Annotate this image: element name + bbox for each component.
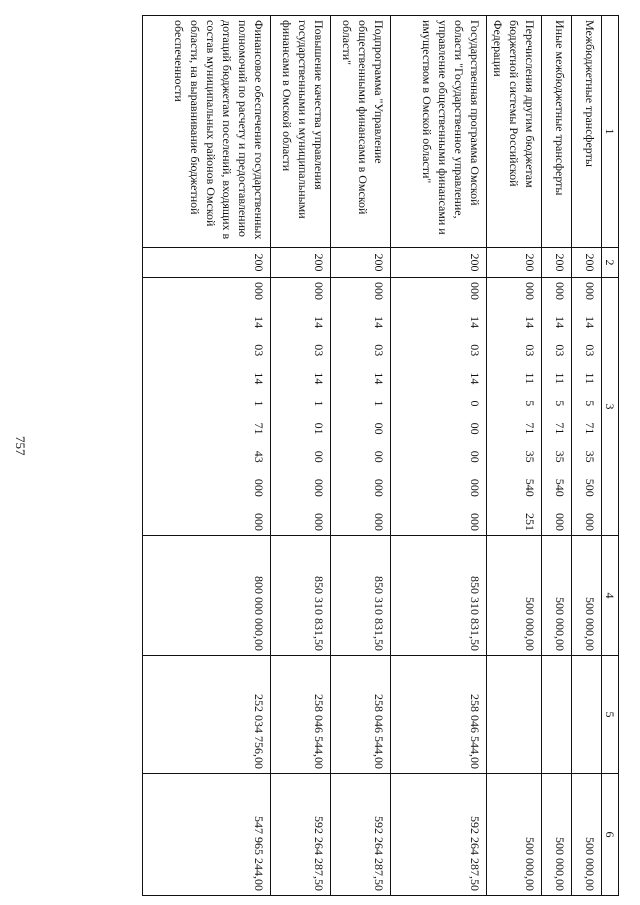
- classification-code: [467, 282, 483, 531]
- code-segment: 03: [252, 344, 266, 357]
- amount-col6-cell: 500 000,00: [542, 774, 572, 896]
- code-segment: 01: [312, 422, 326, 435]
- admin-code-cell: 200: [143, 248, 271, 278]
- amount-col4-cell: 500 000,00: [572, 536, 602, 656]
- amount-col5-cell: [542, 656, 572, 774]
- code-segment: 11: [523, 372, 537, 385]
- classification-code-cell: [391, 278, 487, 536]
- classification-code-cell: [331, 278, 391, 536]
- column-header: 6: [602, 774, 619, 896]
- code-segment: 540: [553, 478, 567, 497]
- code-segment: 000: [583, 282, 597, 300]
- code-segment: 5: [523, 400, 537, 407]
- code-segment: 5: [583, 400, 597, 407]
- amount-col5-cell: [487, 656, 542, 774]
- code-segment: 00: [312, 450, 326, 463]
- code-segment: 000: [252, 478, 266, 497]
- row-name-cell: Межбюджетные трансферты: [572, 16, 602, 248]
- amount-col4-cell: 500 000,00: [487, 536, 542, 656]
- admin-code-cell: 200: [271, 248, 331, 278]
- amount-col4-cell: 850 310 831,50: [271, 536, 331, 656]
- amount-col4-cell: 850 310 831,50: [391, 536, 487, 656]
- code-segment: 14: [312, 316, 326, 329]
- classification-code-cell: [542, 278, 572, 536]
- table-row: [391, 16, 487, 896]
- amount-col6-cell: 592 264 287,50: [271, 774, 331, 896]
- amount-col5-cell: [572, 656, 602, 774]
- code-segment: 1: [372, 400, 386, 407]
- code-segment: 0: [468, 400, 482, 407]
- code-segment: 14: [372, 372, 386, 385]
- code-segment: 14: [252, 372, 266, 385]
- code-segment: 43: [252, 450, 266, 463]
- amount-col5-cell: 252 034 756,00: [143, 656, 271, 774]
- code-segment: 000: [312, 282, 326, 300]
- code-segment: 000: [523, 282, 537, 300]
- admin-code-cell: 200: [487, 248, 542, 278]
- classification-code: [311, 282, 327, 531]
- classification-code-cell: [572, 278, 602, 536]
- code-segment: 14: [583, 316, 597, 329]
- classification-code: [371, 282, 387, 531]
- column-header: 2: [602, 248, 619, 278]
- code-segment: 00: [372, 450, 386, 463]
- code-segment: 000: [468, 513, 482, 531]
- column-header: 5: [602, 656, 619, 774]
- amount-col4-cell: 500 000,00: [542, 536, 572, 656]
- header-row: [602, 16, 619, 896]
- classification-code: [522, 282, 538, 531]
- budget-table: [142, 15, 619, 896]
- code-segment: 14: [553, 316, 567, 329]
- classification-code-cell: [487, 278, 542, 536]
- code-segment: 000: [312, 513, 326, 531]
- classification-code: [582, 282, 598, 531]
- row-name-cell: Повышение качества управления государственными и муниципальными финансами в Омской области: [271, 16, 331, 248]
- classification-code: [552, 282, 568, 531]
- code-segment: 71: [583, 422, 597, 435]
- rotated-table-container: [79, 15, 619, 895]
- code-segment: 1: [252, 400, 266, 407]
- amount-col4-cell: 850 310 831,50: [331, 536, 391, 656]
- row-name-cell: Перечисления другим бюджетам бюджетной системы Российской Федерации: [487, 16, 542, 248]
- classification-code-cell: [271, 278, 331, 536]
- code-segment: 03: [312, 344, 326, 357]
- code-segment: 251: [523, 512, 537, 531]
- column-header: 3: [602, 278, 619, 536]
- code-segment: 03: [553, 344, 567, 357]
- code-segment: 5: [553, 400, 567, 407]
- code-segment: 540: [523, 478, 537, 497]
- table-row: [143, 16, 271, 896]
- code-segment: 11: [583, 372, 597, 385]
- code-segment: 14: [468, 372, 482, 385]
- code-segment: 000: [468, 478, 482, 497]
- code-segment: 35: [523, 450, 537, 463]
- code-segment: 00: [372, 422, 386, 435]
- amount-col4-cell: 800 000 000,00: [143, 536, 271, 656]
- code-segment: 000: [312, 478, 326, 497]
- code-segment: 000: [553, 512, 567, 531]
- code-segment: 11: [553, 372, 567, 385]
- code-segment: 71: [553, 422, 567, 435]
- amount-col5-cell: 258 046 544,00: [271, 656, 331, 774]
- table-row: [542, 16, 572, 896]
- column-header: 1: [602, 16, 619, 248]
- code-segment: 00: [468, 422, 482, 435]
- code-segment: 000: [553, 282, 567, 300]
- code-segment: 35: [553, 450, 567, 463]
- table-row: [487, 16, 542, 896]
- code-segment: 03: [468, 344, 482, 357]
- code-segment: 14: [312, 372, 326, 385]
- admin-code-cell: 200: [542, 248, 572, 278]
- row-name-cell: Подпрограмма "Управление общественными финансами в Омской области": [331, 16, 391, 248]
- code-segment: 00: [468, 450, 482, 463]
- code-segment: 14: [468, 316, 482, 329]
- table-row: [271, 16, 331, 896]
- table-row: [331, 16, 391, 896]
- page-number: 757: [13, 436, 28, 456]
- code-segment: 71: [523, 422, 537, 435]
- amount-col6-cell: 500 000,00: [487, 774, 542, 896]
- code-segment: 000: [252, 282, 266, 300]
- amount-col6-cell: 500 000,00: [572, 774, 602, 896]
- table-row: [572, 16, 602, 896]
- code-segment: 03: [372, 344, 386, 357]
- classification-code-cell: [143, 278, 271, 536]
- code-segment: 14: [523, 316, 537, 329]
- code-segment: 000: [583, 512, 597, 531]
- code-segment: 14: [252, 316, 266, 329]
- row-name-cell: Финансовое обеспечение государственных полномочий по расчету и предоставлению дотаций бюджетам поселений, входящих в состав муниципальных районов Омской области, на выравнивание бюджетной обеспеченности: [143, 16, 271, 248]
- row-name-cell: Государственная программа Омской области "Государственное управление, управление общественными финансами и имуществом в Омской области": [391, 16, 487, 248]
- amount-col5-cell: 258 046 544,00: [391, 656, 487, 774]
- code-segment: 000: [372, 282, 386, 300]
- code-segment: 1: [312, 400, 326, 407]
- code-segment: 71: [252, 422, 266, 435]
- code-segment: 000: [372, 513, 386, 531]
- admin-code-cell: 200: [331, 248, 391, 278]
- code-segment: 500: [583, 478, 597, 497]
- code-segment: 35: [583, 450, 597, 463]
- amount-col5-cell: 258 046 544,00: [331, 656, 391, 774]
- admin-code-cell: 200: [391, 248, 487, 278]
- amount-col6-cell: 592 264 287,50: [391, 774, 487, 896]
- column-header: 4: [602, 536, 619, 656]
- code-segment: 000: [372, 478, 386, 497]
- amount-col6-cell: 592 264 287,50: [331, 774, 391, 896]
- amount-col6-cell: 547 965 244,00: [143, 774, 271, 896]
- table-body: [143, 16, 602, 896]
- code-segment: 03: [523, 344, 537, 357]
- admin-code-cell: 200: [572, 248, 602, 278]
- row-name-cell: Иные межбюджетные трансферты: [542, 16, 572, 248]
- code-segment: 000: [468, 282, 482, 300]
- code-segment: 000: [252, 513, 266, 531]
- code-segment: 14: [372, 316, 386, 329]
- code-segment: 03: [583, 344, 597, 357]
- classification-code: [251, 282, 267, 531]
